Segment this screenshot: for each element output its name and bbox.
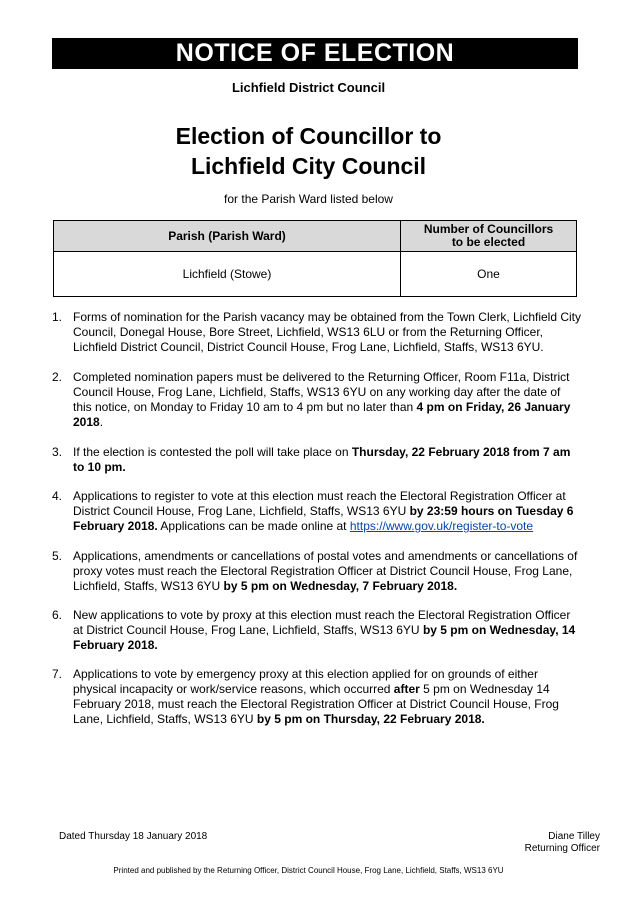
clause-item	[52, 310, 582, 355]
councillors-column-header	[401, 221, 577, 252]
clause-item	[52, 370, 582, 430]
clause-number: 6.	[52, 608, 63, 622]
clause-item	[52, 489, 582, 534]
clause-bold-text: after	[393, 682, 420, 696]
title-line-1: Election of Councillor to	[175, 123, 442, 149]
dated-line: Dated Thursday 18 January 2018	[59, 831, 208, 842]
parish-column-header: Parish (Parish Ward)	[54, 221, 401, 252]
imprint-line: Printed and published by the Returning Officer, District Council House, Frog Lane, Lichfield, Staffs, WS13 6YU	[113, 866, 504, 875]
clause-end-text: .	[99, 415, 104, 429]
councillors-cell: One	[401, 252, 577, 297]
clause-bold-text: by 23:59 hours on Tuesday 6 February 2018.	[73, 504, 574, 533]
councillors-header-line-1: Number of Councillors	[423, 222, 554, 236]
signer-role: Returning Officer	[524, 843, 600, 854]
notice-clauses	[52, 310, 582, 727]
clause-number: 5.	[52, 549, 63, 563]
clause-text: Completed nomination papers must be delivered to the Returning Officer, Room F11a, District Council House, Frog Lane, Lichfield, Staffs, WS13 6YU on any working day after the date of this notice, on Monday to Friday 10 am to 4 pm but no later than	[73, 370, 570, 414]
clause-text: Applications to register to vote at this election must reach the Electoral Registration Officer at District Council House, Frog Lane, Lichfield, Staffs, WS13 6YU	[73, 489, 566, 518]
signature-block	[525, 831, 600, 855]
clause-text: Forms of nomination for the Parish vacancy may be obtained from the Town Clerk, Lichfield City Council, Donegal House, Bore Street, Lichfield, WS13 6LU or from the Returning Officer, Lichfield District Council, District Council House, Frog Lane, Lichfield, Staffs, WS13 6YU.	[73, 310, 582, 354]
election-title	[0, 121, 617, 181]
clause-number: 7.	[52, 667, 63, 681]
clause-item	[52, 608, 582, 653]
parish-cell: Lichfield (Stowe)	[54, 252, 401, 297]
title-line-2: Lichfield City Council	[190, 153, 427, 179]
clause-bold-text-2: by 5 pm on Thursday, 22 February 2018.	[256, 712, 485, 726]
clause-number: 1.	[52, 310, 63, 324]
clause-text: Applications, amendments or cancellations of postal votes and amendments or cancellations of proxy votes must reach the Electoral Registration Officer at District Council House, Frog Lane, Lichfield, Staffs, WS13 6YU	[73, 549, 578, 593]
clause-number: 4.	[52, 489, 63, 503]
table-row	[54, 252, 577, 297]
council-name: Lichfield District Council	[231, 80, 386, 95]
clause-item	[52, 549, 582, 594]
councillors-header-line-2: to be elected	[451, 235, 526, 249]
election-subtitle: for the Parish Ward listed below	[224, 192, 393, 206]
clause-number: 2.	[52, 370, 63, 384]
clause-number: 3.	[52, 445, 63, 459]
clause-bold-text: 4 pm on Friday, 26 January 2018	[73, 400, 571, 429]
clause-item	[52, 667, 582, 727]
clause-text: Applications to vote by emergency proxy at this election applied for on grounds of either physical incapacity or work/service reasons, which occurred	[73, 667, 538, 696]
clause-item	[52, 445, 582, 475]
clause-bold-text: Thursday, 22 February 2018 from 7 am to 10 pm.	[73, 445, 571, 474]
clause-text: New applications to vote by proxy at this election must reach the Electoral Registration Officer at District Council House, Frog Lane, Lichfield, Staffs, WS13 6YU	[73, 608, 571, 637]
clause-text: If the election is contested the poll will take place on	[73, 445, 352, 459]
clause-bold-text: by 5 pm on Wednesday, 14 February 2018.	[73, 623, 576, 652]
ward-table-header-row	[54, 221, 577, 252]
clause-text-2: 5 pm on Wednesday 14 February 2018, must reach the Electoral Registration Officer at District Council House, Frog Lane, Lichfield, Staffs, WS13 6YU	[73, 682, 559, 726]
register-to-vote-link[interactable]: https://www.gov.uk/register-to-vote	[349, 519, 534, 533]
clause-bold-text: by 5 pm on Wednesday, 7 February 2018.	[223, 579, 458, 593]
notice-banner: NOTICE OF ELECTION	[52, 38, 578, 69]
signer-name: Diane Tilley	[548, 831, 600, 842]
ward-table	[53, 220, 577, 297]
clause-text-2: Applications can be made online at	[157, 519, 350, 533]
